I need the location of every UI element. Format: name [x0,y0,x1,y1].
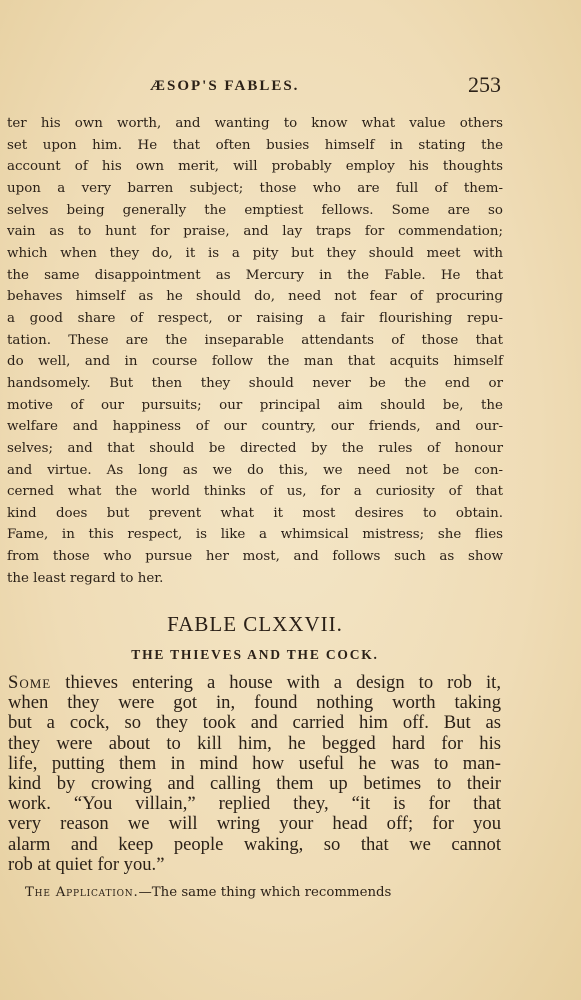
text-line: they were about to kill him, he begged hard for his [8,732,501,754]
text-line: selves; and that should be directed by the rules of honour [7,440,503,456]
text-line: when they were got in, found nothing worth taking [8,692,501,714]
application-label: The Application. [25,885,139,900]
fable-lines [8,693,501,875]
text-line: kind does but prevent what it most desires to obtain. [7,505,503,521]
text-line: kind by crowing and calling them up betimes to their [8,773,501,795]
text-line: selves being generally the emptiest fellows. Some are so [7,202,503,218]
text-line: cerned what the world thinks of us, for a curiosity of that [7,484,503,500]
fable-subtitle: THE THIEVES AND THE COCK. [131,647,379,662]
fable-paragraph [8,673,501,875]
text-line: welfare and happiness of our country, our friends, and our- [7,419,503,435]
text-line: the least regard to her. [7,570,164,586]
text-line: but a cock, so they took and carried him off. But as [8,712,501,734]
text-line: set upon him. He that often busies himself in stating the [7,137,503,153]
text-line: very reason we will wring your head off; for you [8,813,501,835]
text-line: vain as to hunt for praise, and lay traps for commendation; [7,224,503,240]
text-line: a good share of respect, or raising a fair flourishing repu- [7,310,503,326]
text-line: rob at quiet for you.” [8,853,165,875]
running-head: ÆSOP'S FABLES. [150,78,300,94]
fable-title: FABLE CLXXVII. [167,612,343,636]
text-line: motive of our pursuits; our principal aim should be, the [7,397,503,413]
text-line: behaves himself as he should do, need not fear of procuring [7,289,503,305]
text-line: life, putting them in mind how useful he was to man- [8,752,501,774]
continued-paragraph [7,113,503,589]
text-line: tation. These are the inseparable attendants of those that [7,332,503,348]
text-line: and virtue. As long as we do this, we need not be con- [7,462,503,478]
text-line: upon a very barren subject; those who are full of them- [7,180,503,196]
text-line: the same disappointment as Mercury in the Fable. He that [7,267,503,283]
application-text: —The same thing which recommends [138,885,392,900]
text-line: do well, and in course follow the man that acquits himself [7,354,503,370]
text-line: alarm and keep people waking, so that we cannot [8,833,501,855]
page-number: 253 [468,72,501,97]
text-line: handsomely. But then they should never be the end or [7,375,503,391]
fable-first-line-rest: thieves entering a house with a design to rob it, [51,672,501,693]
fable-first-word: Some [8,672,52,693]
fable-line [8,673,501,693]
text-line: from those who pursue her most, and follows such as show [7,549,503,565]
text-line: account of his own merit, will probably employ his thoughts [7,159,503,175]
text-line: work. “You villain,” replied they, “it is for that [8,793,501,815]
text-line: ter his own worth, and wanting to know what value others [7,116,503,131]
text-line: which when they do, it is a pity but they should meet with [7,245,503,261]
page-header [0,72,581,98]
text-line: Fame, in this respect, is like a whimsical mistress; she flies [7,527,503,543]
application-paragraph [25,885,505,900]
